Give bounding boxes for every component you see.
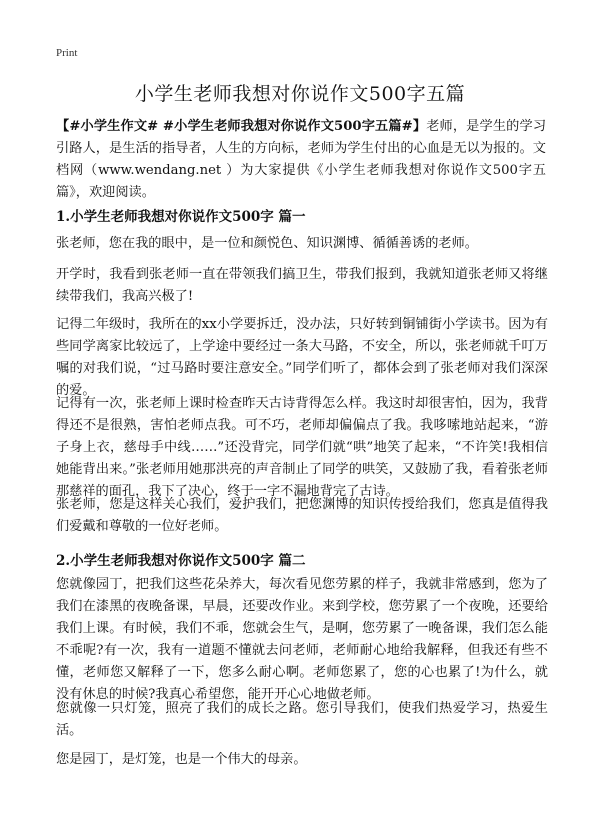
section-heading-1: 1.小学生老师我想对你说作文500字 篇一 (56, 209, 306, 225)
paragraph: 记得有一次，张老师上课时检查昨天古诗背得怎么样。我这时却很害怕，因为，我背得还不是很熟，害怕老师点我。可不巧，老师却偏偏点了我。我哆嗦地站起来，“游子身上衣，慈母手中线……”还没背完，同学们就“哄”地笑了起来，“不许笑!我相信她能背出来。”张老师用她那洪亮的声音制止了同学的哄笑，又鼓励了我，看着张老师那慈祥的面孔，我下了决心，终于一字不漏地背完了古诗。 (56, 396, 548, 499)
paragraph: 您就像园丁，把我们这些花朵养大，每次看见您劳累的样子，我就非常感到，您为了我们在漆黑的夜晚备课，早晨，还要改作业。来到学校，您劳累了一个夜晚，还要给我们上课。有时候，我们不乖，您就会生气，是啊，您劳累了一晚备课，我们怎么能不乖呢?有一次，我有一道题不懂就去问老师，老师耐心地给我解释，但我还有些不懂，老师您又解释了一下，您多么耐心啊。老师您累了，您的心也累了!为什么，就没有休息的时候?我真心希望您，能开开心心地做老师。 (56, 577, 548, 702)
paragraph: 张老师，您在我的眼中，是一位和颜悦色、知识渊博、循循善诱的老师。 (56, 236, 478, 251)
intro-paragraph (56, 116, 546, 204)
intro-text: 老师，是学生的学习引路人，是生活的指导者，人生的方向标，老师为学生付出的心血是无以为报的。文档网（www.wendang.net ）为大家提供《小学生老师我想对你说作文500字五篇》，欢迎阅读。 (56, 119, 547, 200)
paragraph: 张老师，您是这样关心我们，爱护我们，把您渊博的知识传授给我们，您真是值得我们爱戴和尊敬的一位好老师。 (56, 497, 548, 534)
paragraph: 您就像一只灯笼，照亮了我们的成长之路。您引导我们，使我们热爱学习，热爱生活。 (56, 701, 548, 738)
page-title: 小学生老师我想对你说作文500字五篇 (134, 83, 466, 105)
paragraph: 您是园丁，是灯笼，也是一个伟大的母亲。 (56, 752, 307, 767)
section-heading-2: 2.小学生老师我想对你说作文500字 篇二 (56, 553, 306, 569)
paragraph: 开学时，我看到张老师一直在带领我们搞卫生，带我们报到，我就知道张老师又将继续带我们，我高兴极了! (56, 267, 548, 304)
paragraph: 记得二年级时，我所在的xx小学要拆迁，没办法，只好转到铜铺街小学读书。因为有些同学离家比较远了，上学途中要经过一条大马路，不安全，所以，张老师就千叮万嘱的对我们说，“过马路时要注意安全。”同学们听了，都体会到了张老师对我们深深的爱。 (56, 317, 548, 398)
intro-tags: 【#小学生作文# #小学生老师我想对你说作文500字五篇#】 (56, 119, 427, 134)
print-label[interactable]: Print (56, 47, 78, 59)
